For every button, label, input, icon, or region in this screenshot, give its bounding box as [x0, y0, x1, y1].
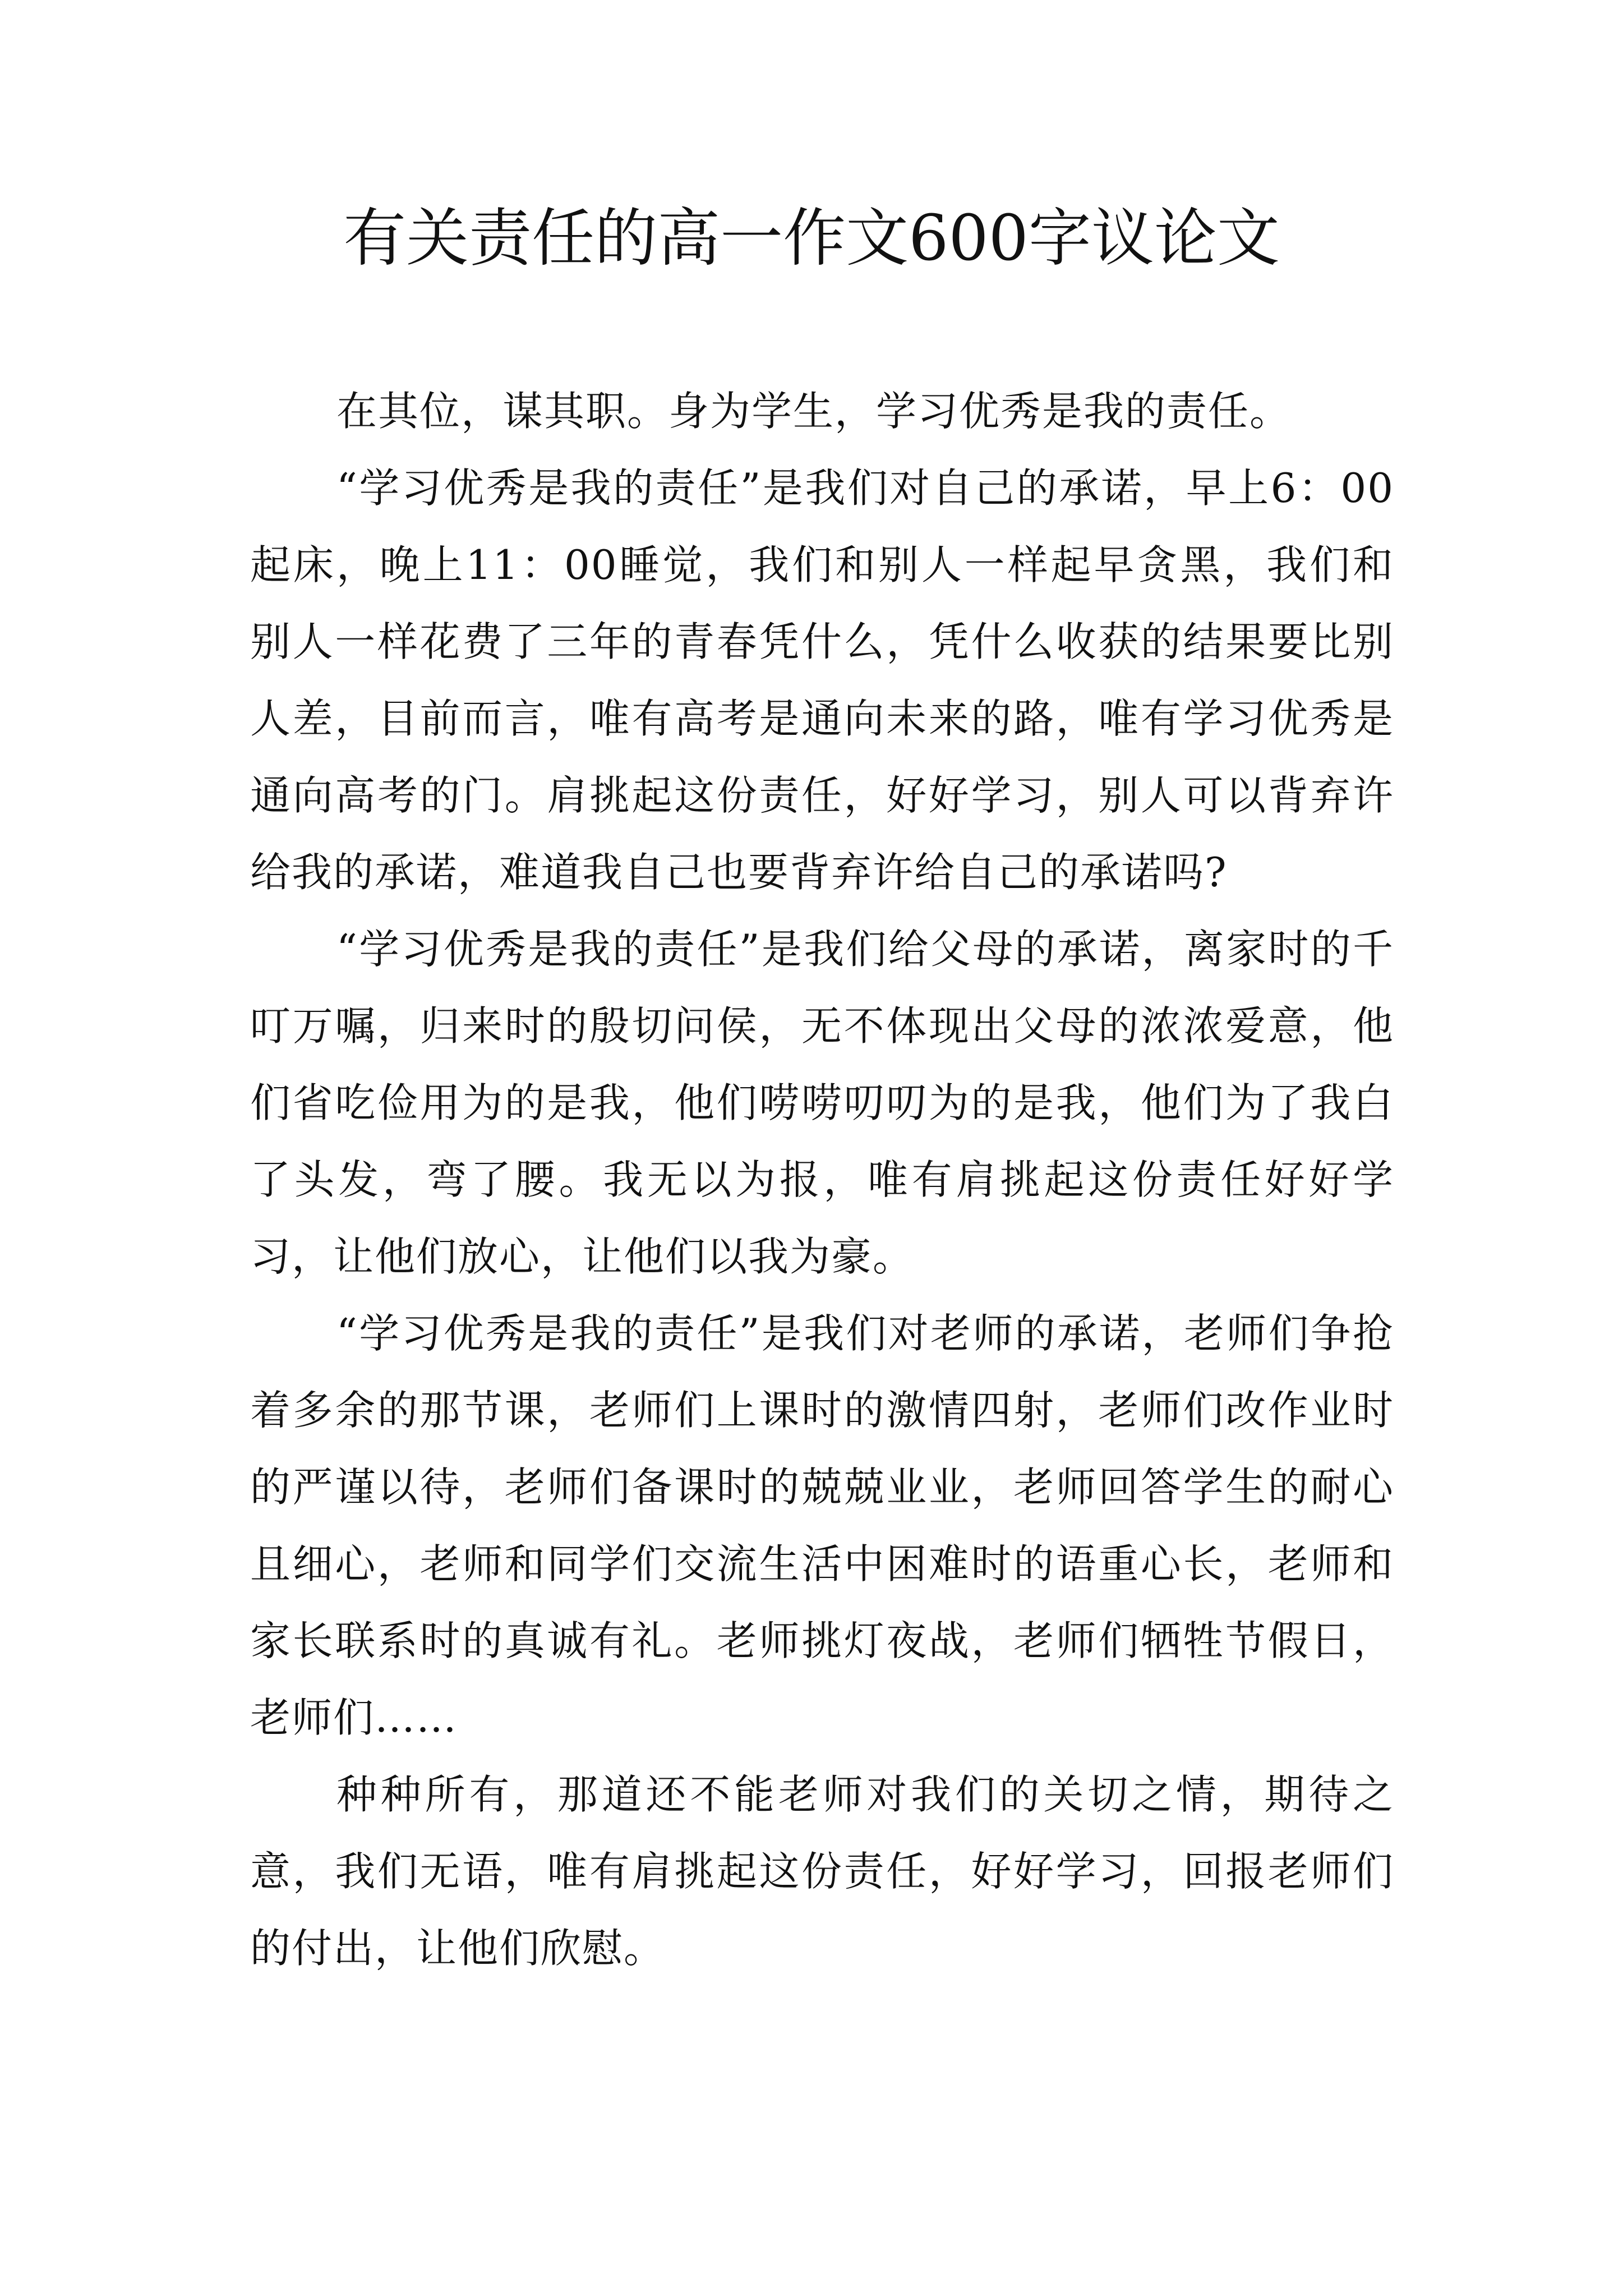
- paragraph: 在其位，谋其职。身为学生，学习优秀是我的责任。: [336, 388, 1292, 435]
- paragraph: “学习优秀是我的责任”是我们对老师的承诺，老师们争抢着多余的那节课，老师们上课时的激情四射，老师们改作业时的严谨以待，老师们备课时的兢兢业业，老师回答学生的耐心且细心，老师和同学们交流生活中困难时的语重心长，老师和家长联系时的真诚有礼。老师挑灯夜战，老师们牺牲节假日，老师们……: [250, 1310, 1394, 1741]
- paragraph: “学习优秀是我的责任”是我们对自己的承诺，早上6：00起床，晚上11：00睡觉，我们和别人一样起早贪黑，我们和别人一样花费了三年的青春凭什么，凭什么收获的结果要比别人差，目前而言，唯有高考是通向未来的路，唯有学习优秀是通向高考的门。肩挑起这份责任，好好学习，别人可以背弃许给我的承诺，难道我自己也要背弃许给自己的承诺吗?: [250, 464, 1394, 896]
- document-title: 有关责任的高一作文600字议论文: [343, 202, 1280, 275]
- document-body: [250, 373, 1394, 1987]
- paragraph: “学习优秀是我的责任”是我们给父母的承诺，离家时的千叮万嘱，归来时的殷切问侯，无不体现出父母的浓浓爱意，他们省吃俭用为的是我，他们唠唠叨叨为的是我，他们为了我白了头发，弯了腰。我无以为报，唯有肩挑起这份责任好好学习，让他们放心，让他们以我为豪。: [250, 926, 1394, 1280]
- paragraph: 种种所有，那道还不能老师对我们的关切之情，期待之意，我们无语，唯有肩挑起这份责任，好好学习，回报老师们的付出，让他们欣慰。: [250, 1771, 1394, 1972]
